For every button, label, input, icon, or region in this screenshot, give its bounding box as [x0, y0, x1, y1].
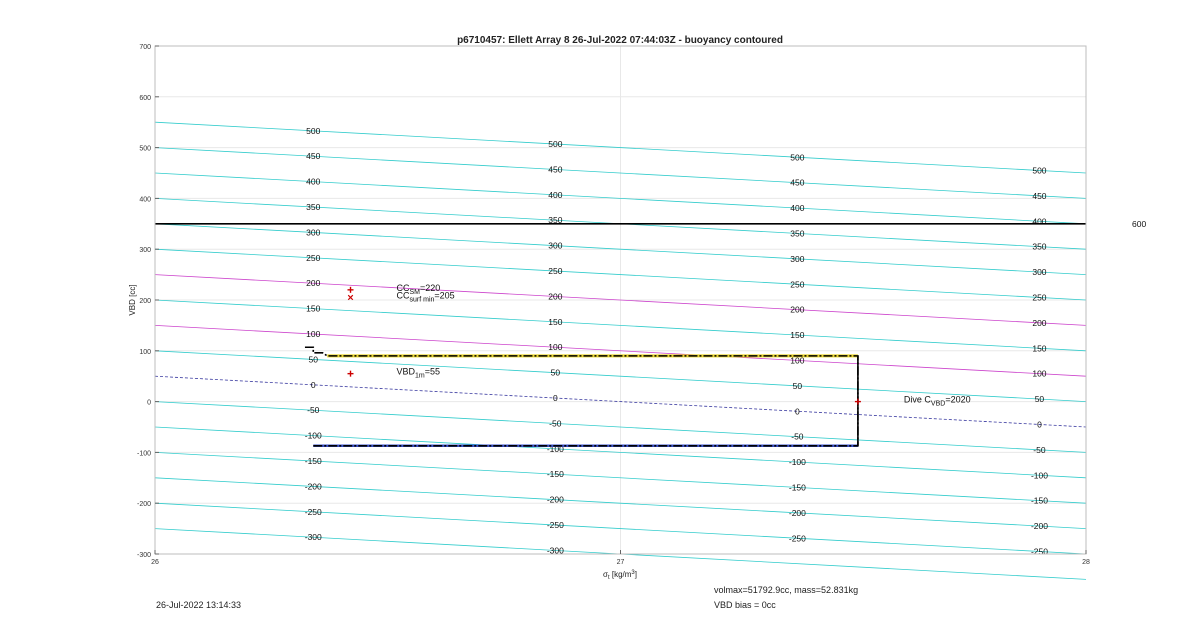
contour-label: 350	[306, 202, 321, 213]
chart-title: p6710457: Ellett Array 8 26-Jul-2022 07:44:03Z - buoyancy contoured	[457, 35, 783, 46]
marker-label-sub: SM	[409, 288, 421, 296]
contour-label: 200	[306, 278, 321, 289]
marker-label-main: Dive C	[903, 394, 931, 405]
contour-label: 50	[792, 380, 803, 391]
contour-label: 50	[550, 367, 561, 378]
marker-label-rest: =220	[420, 282, 441, 293]
contour-label: 500	[306, 125, 321, 136]
marker-label-sub: surf min	[409, 296, 435, 304]
contour-label: 500	[790, 152, 805, 163]
x-tick-label: 26	[151, 559, 159, 566]
y-tick-label: 700	[139, 44, 151, 51]
contour-label: -300	[546, 545, 564, 556]
footer-volmax: volmax=51792.9cc, mass=52.831kg	[714, 585, 859, 595]
contour-label: 250	[306, 252, 321, 263]
contour-label: 100	[306, 329, 321, 340]
contour-label: -50	[549, 418, 562, 429]
contour-label: 500	[1032, 165, 1047, 176]
x-axis-label-sub: t	[607, 575, 610, 581]
contour-label: 300	[306, 227, 321, 238]
contour-label: 400	[548, 189, 563, 200]
contour-label: 400	[306, 176, 321, 187]
marker-label-main: CC	[396, 282, 410, 293]
contour-label: 100	[1032, 368, 1047, 379]
marker-label-main: CC	[396, 290, 410, 301]
contour-label: -250	[788, 533, 806, 544]
contour-label: 350	[1032, 241, 1047, 252]
contour-label: -200	[304, 481, 322, 492]
y-tick-label: 0	[147, 399, 151, 407]
contour-label: -200	[546, 494, 564, 505]
reference-hline-label: 600	[1132, 218, 1147, 229]
y-tick-label: -100	[136, 450, 151, 458]
y-tick-label: 400	[139, 196, 151, 204]
marker-label-rest: =2020	[945, 394, 971, 405]
contour-label: -300	[304, 532, 322, 543]
contour-label: -100	[304, 430, 322, 441]
contour-label: 150	[790, 330, 805, 341]
marker-label-sub: VBD	[930, 400, 946, 408]
contour-label: 300	[548, 240, 563, 251]
contour-label: 250	[1032, 292, 1047, 303]
x-tick-label: 28	[1082, 559, 1090, 566]
contour-label: 50	[308, 354, 319, 365]
contour-label: 350	[548, 215, 563, 226]
x-axis-label-close: ]	[634, 570, 637, 579]
contour-label: -150	[788, 482, 806, 493]
contour-label: 400	[1032, 216, 1047, 227]
contour-label: -150	[546, 469, 564, 480]
contour-label: -150	[1030, 495, 1048, 506]
y-tick-label: -200	[136, 501, 151, 509]
contour-label: 100	[548, 342, 563, 353]
x-axis-label-main: σ	[603, 570, 608, 579]
y-tick-label: 500	[139, 145, 151, 153]
contour-label: 100	[790, 355, 805, 366]
x-axis-label-sup: 3	[631, 570, 635, 576]
contour-label: -250	[1030, 546, 1048, 557]
x-axis-label	[603, 570, 637, 581]
contour-label: -250	[304, 506, 322, 517]
footer-timestamp: 26-Jul-2022 13:14:33	[156, 600, 242, 610]
contour-label: 450	[1032, 190, 1047, 201]
contour-label: 150	[306, 303, 321, 314]
contour-label: -100	[1030, 470, 1048, 481]
contour-label: -50	[307, 405, 320, 416]
contour-label: -150	[304, 456, 322, 467]
contour-label: -100	[546, 443, 564, 454]
footer-vbd-bias: VBD bias = 0cc	[714, 600, 776, 610]
y-tick-label: 600	[139, 94, 151, 102]
contour-label: 0	[552, 393, 558, 404]
contour-label: -50	[791, 431, 804, 442]
y-tick-label: 100	[139, 348, 151, 356]
contour-label: 200	[790, 304, 805, 315]
contour-label: -250	[546, 520, 564, 531]
contour-label: 350	[790, 228, 805, 239]
y-axis-label: VBD [cc]	[128, 284, 137, 316]
contour-label: 450	[306, 151, 321, 162]
contour-label: 200	[548, 291, 563, 302]
contour-label: 0	[1037, 419, 1042, 430]
contour-label: 250	[790, 279, 805, 290]
contour-label: 150	[548, 316, 563, 327]
marker-label-main: VBD	[396, 366, 416, 377]
marker-label-rest: =205	[434, 290, 455, 301]
contour-label: -200	[788, 507, 806, 518]
contour-label: 450	[548, 164, 563, 175]
contour-label: 50	[1034, 394, 1045, 405]
y-tick-label: 300	[139, 247, 151, 255]
marker-label-rest: =55	[424, 366, 441, 377]
contour-label: -100	[788, 457, 806, 468]
contour-label: 450	[790, 177, 805, 188]
x-tick-label: 27	[616, 559, 625, 566]
contour-label: 300	[790, 253, 805, 264]
contour-label: -50	[1033, 444, 1046, 455]
y-tick-label: 200	[139, 298, 151, 305]
contour-label: 250	[548, 266, 563, 277]
contour-label: 0	[795, 406, 800, 417]
contour-label: 500	[548, 139, 563, 150]
contour-label: 300	[1032, 267, 1047, 278]
y-tick-label: -300	[136, 552, 151, 559]
contour-label: 400	[790, 203, 805, 214]
contour-label: 0	[310, 379, 316, 390]
x-axis-label-unit: [kg/m	[609, 570, 632, 579]
marker-label-sub: 1m	[415, 372, 425, 380]
contour-label: 150	[1032, 343, 1047, 354]
contour-label: 200	[1032, 317, 1047, 328]
contour-label: -200	[1030, 521, 1048, 532]
